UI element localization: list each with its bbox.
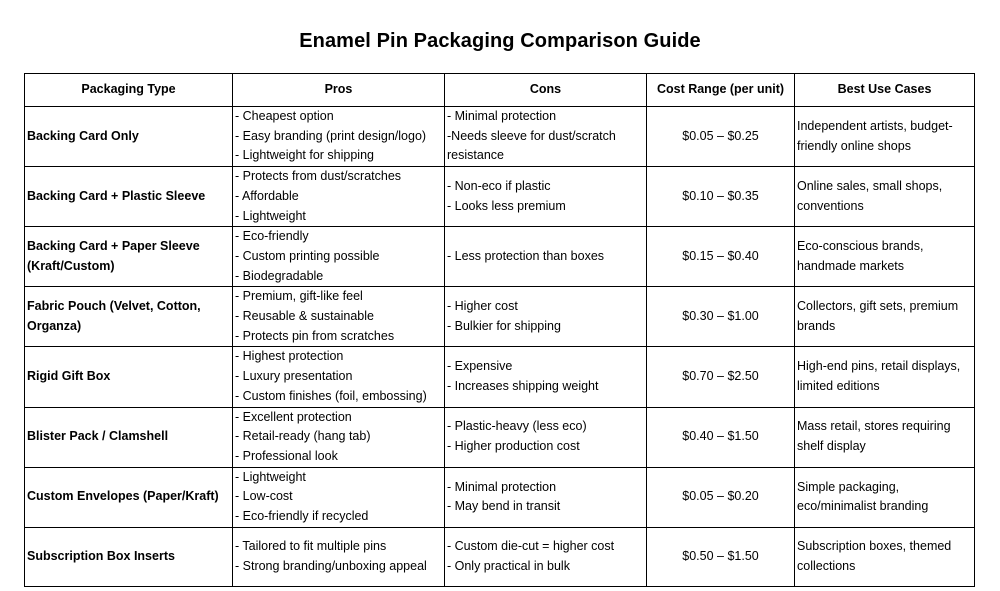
best-use-cell: Simple packaging, eco/minimalist branding <box>795 467 975 527</box>
pros-cell <box>233 407 445 467</box>
table-row <box>25 407 975 467</box>
cons-cell <box>445 407 647 467</box>
pro-item: - Protects pin from scratches <box>235 328 395 343</box>
pros-cell <box>233 167 445 227</box>
con-item: - Non-eco if plastic <box>447 178 551 193</box>
cons-cell <box>445 467 647 527</box>
pro-item: - Strong branding/unboxing appeal <box>235 558 427 573</box>
cost-range-cell: $0.40 – $1.50 <box>647 407 795 467</box>
packaging-type-cell: Backing Card + Paper Sleeve (Kraft/Custom) <box>25 227 233 287</box>
header-cons: Cons <box>445 74 647 107</box>
best-use-cell: Mass retail, stores requiring shelf display <box>795 407 975 467</box>
pro-item: - Eco-friendly if recycled <box>235 509 369 524</box>
header-best-use-cases: Best Use Cases <box>795 74 975 107</box>
cons-cell <box>445 527 647 586</box>
packaging-type-cell: Rigid Gift Box <box>25 347 233 407</box>
pros-cell <box>233 467 445 527</box>
cost-range-cell: $0.05 – $0.25 <box>647 107 795 167</box>
best-use-cell: Subscription boxes, themed collections <box>795 527 975 586</box>
table-row <box>25 167 975 227</box>
pro-item: - Cheapest option <box>235 109 334 123</box>
con-item: - May bend in transit <box>447 499 561 514</box>
con-item: -Needs sleeve for dust/scratch resistance <box>447 128 616 163</box>
pro-item: - Custom finishes (foil, embossing) <box>235 388 427 403</box>
cost-range-cell: $0.15 – $0.40 <box>647 227 795 287</box>
cons-cell <box>445 227 647 287</box>
packaging-type-cell: Blister Pack / Clamshell <box>25 407 233 467</box>
pro-item: - Lightweight <box>235 469 306 484</box>
pros-cell <box>233 527 445 586</box>
best-use-cell: Collectors, gift sets, premium brands <box>795 287 975 347</box>
pro-item: - Custom printing possible <box>235 248 380 263</box>
cost-range-cell: $0.10 – $0.35 <box>647 167 795 227</box>
con-item: - Increases shipping weight <box>447 378 599 393</box>
con-item: - Only practical in bulk <box>447 558 570 573</box>
cost-range-cell: $0.05 – $0.20 <box>647 467 795 527</box>
cost-range-cell: $0.30 – $1.00 <box>647 287 795 347</box>
pro-item: - Excellent protection <box>235 409 352 424</box>
cost-range-cell: $0.50 – $1.50 <box>647 527 795 586</box>
pros-cell <box>233 107 445 167</box>
packaging-type-cell: Backing Card + Plastic Sleeve <box>25 167 233 227</box>
con-item: - Custom die-cut = higher cost <box>447 539 615 554</box>
packaging-type-cell: Custom Envelopes (Paper/Kraft) <box>25 467 233 527</box>
pro-item: - Tailored to fit multiple pins <box>235 539 387 554</box>
pro-item: - Premium, gift-like feel <box>235 289 363 304</box>
best-use-cell: Eco-conscious brands, handmade markets <box>795 227 975 287</box>
table-row <box>25 227 975 287</box>
pro-item: - Low-cost <box>235 489 293 504</box>
con-item: - Bulkier for shipping <box>447 318 561 333</box>
con-item: - Plastic-heavy (less eco) <box>447 419 587 434</box>
table-body <box>25 107 975 587</box>
pro-item: - Biodegradable <box>235 268 324 283</box>
pro-item: - Easy branding (print design/logo) <box>235 128 427 143</box>
pro-item: - Lightweight for shipping <box>235 148 374 163</box>
con-item: - Higher cost <box>447 299 518 314</box>
con-item: - Minimal protection <box>447 479 557 494</box>
page-title: Enamel Pin Packaging Comparison Guide <box>299 30 701 52</box>
pro-item: - Lightweight <box>235 208 306 223</box>
pro-item: - Affordable <box>235 188 299 203</box>
cons-cell <box>445 347 647 407</box>
best-use-cell: Online sales, small shops, conventions <box>795 167 975 227</box>
packaging-type-cell: Subscription Box Inserts <box>25 527 233 586</box>
packaging-type-cell: Fabric Pouch (Velvet, Cotton, Organza) <box>25 287 233 347</box>
header-packaging-type: Packaging Type <box>25 74 233 107</box>
con-item: - Looks less premium <box>447 198 566 213</box>
header-pros: Pros <box>233 74 445 107</box>
cost-range-cell: $0.70 – $2.50 <box>647 347 795 407</box>
header-row <box>25 74 975 107</box>
cons-cell <box>445 107 647 167</box>
con-item: - Expensive <box>447 359 513 374</box>
pro-item: - Professional look <box>235 448 338 463</box>
pros-cell <box>233 227 445 287</box>
table-row <box>25 347 975 407</box>
table-row <box>25 527 975 586</box>
pros-cell <box>233 287 445 347</box>
cons-cell <box>445 287 647 347</box>
con-item: - Higher production cost <box>447 439 580 454</box>
header-cost-range: Cost Range (per unit) <box>647 74 795 107</box>
packaging-type-cell: Backing Card Only <box>25 107 233 167</box>
best-use-cell: Independent artists, budget-friendly online shops <box>795 107 975 167</box>
pros-cell <box>233 347 445 407</box>
table-row <box>25 467 975 527</box>
con-item: - Less protection than boxes <box>447 248 605 263</box>
pro-item: - Luxury presentation <box>235 369 353 384</box>
pro-item: - Protects from dust/scratches <box>235 169 402 184</box>
table-row <box>25 107 975 167</box>
comparison-table <box>24 73 975 587</box>
cons-cell <box>445 167 647 227</box>
table-row <box>25 287 975 347</box>
pro-item: - Retail-ready (hang tab) <box>235 429 371 444</box>
pro-item: - Reusable & sustainable <box>235 309 374 324</box>
pro-item: - Eco-friendly <box>235 229 309 244</box>
pro-item: - Highest protection <box>235 349 344 364</box>
best-use-cell: High-end pins, retail displays, limited editions <box>795 347 975 407</box>
con-item: - Minimal protection <box>447 109 557 123</box>
